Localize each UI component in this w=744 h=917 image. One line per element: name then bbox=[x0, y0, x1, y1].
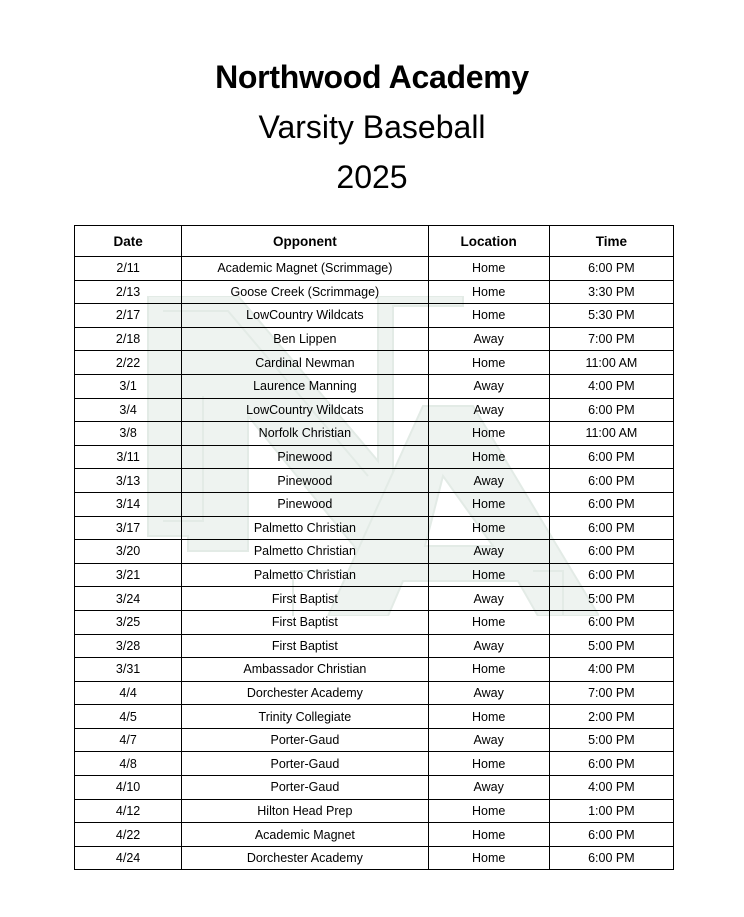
location-cell: Home bbox=[428, 280, 549, 304]
date-cell: 3/28 bbox=[75, 634, 182, 658]
location-cell: Home bbox=[428, 658, 549, 682]
opponent-cell: Palmetto Christian bbox=[182, 540, 428, 564]
time-cell: 6:00 PM bbox=[549, 469, 673, 493]
table-row bbox=[75, 445, 674, 469]
time-cell: 4:00 PM bbox=[549, 374, 673, 398]
opponent-cell: Pinewood bbox=[182, 445, 428, 469]
table-row bbox=[75, 658, 674, 682]
date-cell: 2/11 bbox=[75, 257, 182, 281]
date-cell: 3/14 bbox=[75, 492, 182, 516]
date-cell: 3/1 bbox=[75, 374, 182, 398]
table-row bbox=[75, 799, 674, 823]
date-cell: 2/18 bbox=[75, 327, 182, 351]
time-cell: 6:00 PM bbox=[549, 516, 673, 540]
opponent-cell: Pinewood bbox=[182, 492, 428, 516]
time-cell: 6:00 PM bbox=[549, 398, 673, 422]
opponent-cell: Trinity Collegiate bbox=[182, 705, 428, 729]
date-cell: 3/11 bbox=[75, 445, 182, 469]
location-cell: Home bbox=[428, 799, 549, 823]
column-header-date: Date bbox=[75, 226, 182, 257]
opponent-cell: LowCountry Wildcats bbox=[182, 304, 428, 328]
opponent-cell: Academic Magnet bbox=[182, 823, 428, 847]
date-cell: 2/22 bbox=[75, 351, 182, 375]
time-cell: 6:00 PM bbox=[549, 492, 673, 516]
column-header-opponent: Opponent bbox=[182, 226, 428, 257]
table-row bbox=[75, 516, 674, 540]
school-name: Northwood Academy bbox=[215, 59, 529, 95]
table-row bbox=[75, 587, 674, 611]
location-cell: Home bbox=[428, 351, 549, 375]
table-row bbox=[75, 823, 674, 847]
location-cell: Away bbox=[428, 540, 549, 564]
date-cell: 4/22 bbox=[75, 823, 182, 847]
opponent-cell: Ambassador Christian bbox=[182, 658, 428, 682]
season-year: 2025 bbox=[336, 159, 408, 195]
time-cell: 7:00 PM bbox=[549, 327, 673, 351]
table-row bbox=[75, 728, 674, 752]
time-cell: 6:00 PM bbox=[549, 752, 673, 776]
time-cell: 2:00 PM bbox=[549, 705, 673, 729]
opponent-cell: Porter-Gaud bbox=[182, 776, 428, 800]
table-row bbox=[75, 776, 674, 800]
opponent-cell: Palmetto Christian bbox=[182, 563, 428, 587]
date-cell: 4/10 bbox=[75, 776, 182, 800]
location-cell: Away bbox=[428, 469, 549, 493]
table-row bbox=[75, 492, 674, 516]
opponent-cell: Hilton Head Prep bbox=[182, 799, 428, 823]
location-cell: Away bbox=[428, 327, 549, 351]
location-cell: Away bbox=[428, 776, 549, 800]
table-row bbox=[75, 280, 674, 304]
opponent-cell: First Baptist bbox=[182, 610, 428, 634]
time-cell: 5:00 PM bbox=[549, 634, 673, 658]
time-cell: 6:00 PM bbox=[549, 823, 673, 847]
time-cell: 6:00 PM bbox=[549, 846, 673, 870]
location-cell: Home bbox=[428, 823, 549, 847]
team-name: Varsity Baseball bbox=[258, 109, 486, 145]
table-row bbox=[75, 351, 674, 375]
time-cell: 1:00 PM bbox=[549, 799, 673, 823]
date-cell: 4/8 bbox=[75, 752, 182, 776]
location-cell: Away bbox=[428, 398, 549, 422]
date-cell: 3/20 bbox=[75, 540, 182, 564]
opponent-cell: LowCountry Wildcats bbox=[182, 398, 428, 422]
location-cell: Home bbox=[428, 257, 549, 281]
table-row bbox=[75, 422, 674, 446]
location-cell: Away bbox=[428, 681, 549, 705]
opponent-cell: First Baptist bbox=[182, 587, 428, 611]
time-cell: 6:00 PM bbox=[549, 563, 673, 587]
table-row bbox=[75, 469, 674, 493]
time-cell: 5:30 PM bbox=[549, 304, 673, 328]
location-cell: Home bbox=[428, 516, 549, 540]
opponent-cell: Cardinal Newman bbox=[182, 351, 428, 375]
opponent-cell: Palmetto Christian bbox=[182, 516, 428, 540]
date-cell: 3/13 bbox=[75, 469, 182, 493]
location-cell: Away bbox=[428, 587, 549, 611]
table-row bbox=[75, 752, 674, 776]
time-cell: 11:00 AM bbox=[549, 351, 673, 375]
time-cell: 5:00 PM bbox=[549, 728, 673, 752]
time-cell: 7:00 PM bbox=[549, 681, 673, 705]
table-row bbox=[75, 304, 674, 328]
opponent-cell: Porter-Gaud bbox=[182, 752, 428, 776]
date-cell: 3/25 bbox=[75, 610, 182, 634]
opponent-cell: Academic Magnet (Scrimmage) bbox=[182, 257, 428, 281]
column-header-time: Time bbox=[549, 226, 673, 257]
date-cell: 2/13 bbox=[75, 280, 182, 304]
table-row bbox=[75, 327, 674, 351]
time-cell: 11:00 AM bbox=[549, 422, 673, 446]
opponent-cell: Norfolk Christian bbox=[182, 422, 428, 446]
location-cell: Away bbox=[428, 634, 549, 658]
date-cell: 2/17 bbox=[75, 304, 182, 328]
time-cell: 6:00 PM bbox=[549, 257, 673, 281]
location-cell: Home bbox=[428, 752, 549, 776]
opponent-cell: First Baptist bbox=[182, 634, 428, 658]
opponent-cell: Dorchester Academy bbox=[182, 846, 428, 870]
schedule-table bbox=[74, 225, 674, 870]
location-cell: Home bbox=[428, 846, 549, 870]
location-cell: Home bbox=[428, 705, 549, 729]
time-cell: 6:00 PM bbox=[549, 445, 673, 469]
location-cell: Home bbox=[428, 304, 549, 328]
date-cell: 3/24 bbox=[75, 587, 182, 611]
time-cell: 6:00 PM bbox=[549, 610, 673, 634]
table-row bbox=[75, 257, 674, 281]
table-row bbox=[75, 634, 674, 658]
table-row bbox=[75, 610, 674, 634]
time-cell: 5:00 PM bbox=[549, 587, 673, 611]
time-cell: 4:00 PM bbox=[549, 658, 673, 682]
location-cell: Home bbox=[428, 445, 549, 469]
time-cell: 4:00 PM bbox=[549, 776, 673, 800]
column-header-location: Location bbox=[428, 226, 549, 257]
location-cell: Home bbox=[428, 422, 549, 446]
table-row bbox=[75, 398, 674, 422]
date-cell: 3/31 bbox=[75, 658, 182, 682]
date-cell: 4/12 bbox=[75, 799, 182, 823]
location-cell: Away bbox=[428, 728, 549, 752]
opponent-cell: Goose Creek (Scrimmage) bbox=[182, 280, 428, 304]
date-cell: 4/7 bbox=[75, 728, 182, 752]
opponent-cell: Ben Lippen bbox=[182, 327, 428, 351]
table-row bbox=[75, 705, 674, 729]
opponent-cell: Porter-Gaud bbox=[182, 728, 428, 752]
date-cell: 3/21 bbox=[75, 563, 182, 587]
time-cell: 6:00 PM bbox=[549, 540, 673, 564]
time-cell: 3:30 PM bbox=[549, 280, 673, 304]
location-cell: Home bbox=[428, 492, 549, 516]
date-cell: 3/17 bbox=[75, 516, 182, 540]
table-row bbox=[75, 846, 674, 870]
date-cell: 4/24 bbox=[75, 846, 182, 870]
table-row bbox=[75, 540, 674, 564]
location-cell: Away bbox=[428, 374, 549, 398]
date-cell: 3/4 bbox=[75, 398, 182, 422]
date-cell: 4/4 bbox=[75, 681, 182, 705]
table-row bbox=[75, 563, 674, 587]
location-cell: Home bbox=[428, 610, 549, 634]
opponent-cell: Laurence Manning bbox=[182, 374, 428, 398]
opponent-cell: Pinewood bbox=[182, 469, 428, 493]
table-row bbox=[75, 374, 674, 398]
table-row bbox=[75, 681, 674, 705]
table-header-row bbox=[75, 226, 674, 257]
date-cell: 3/8 bbox=[75, 422, 182, 446]
opponent-cell: Dorchester Academy bbox=[182, 681, 428, 705]
date-cell: 4/5 bbox=[75, 705, 182, 729]
location-cell: Home bbox=[428, 563, 549, 587]
